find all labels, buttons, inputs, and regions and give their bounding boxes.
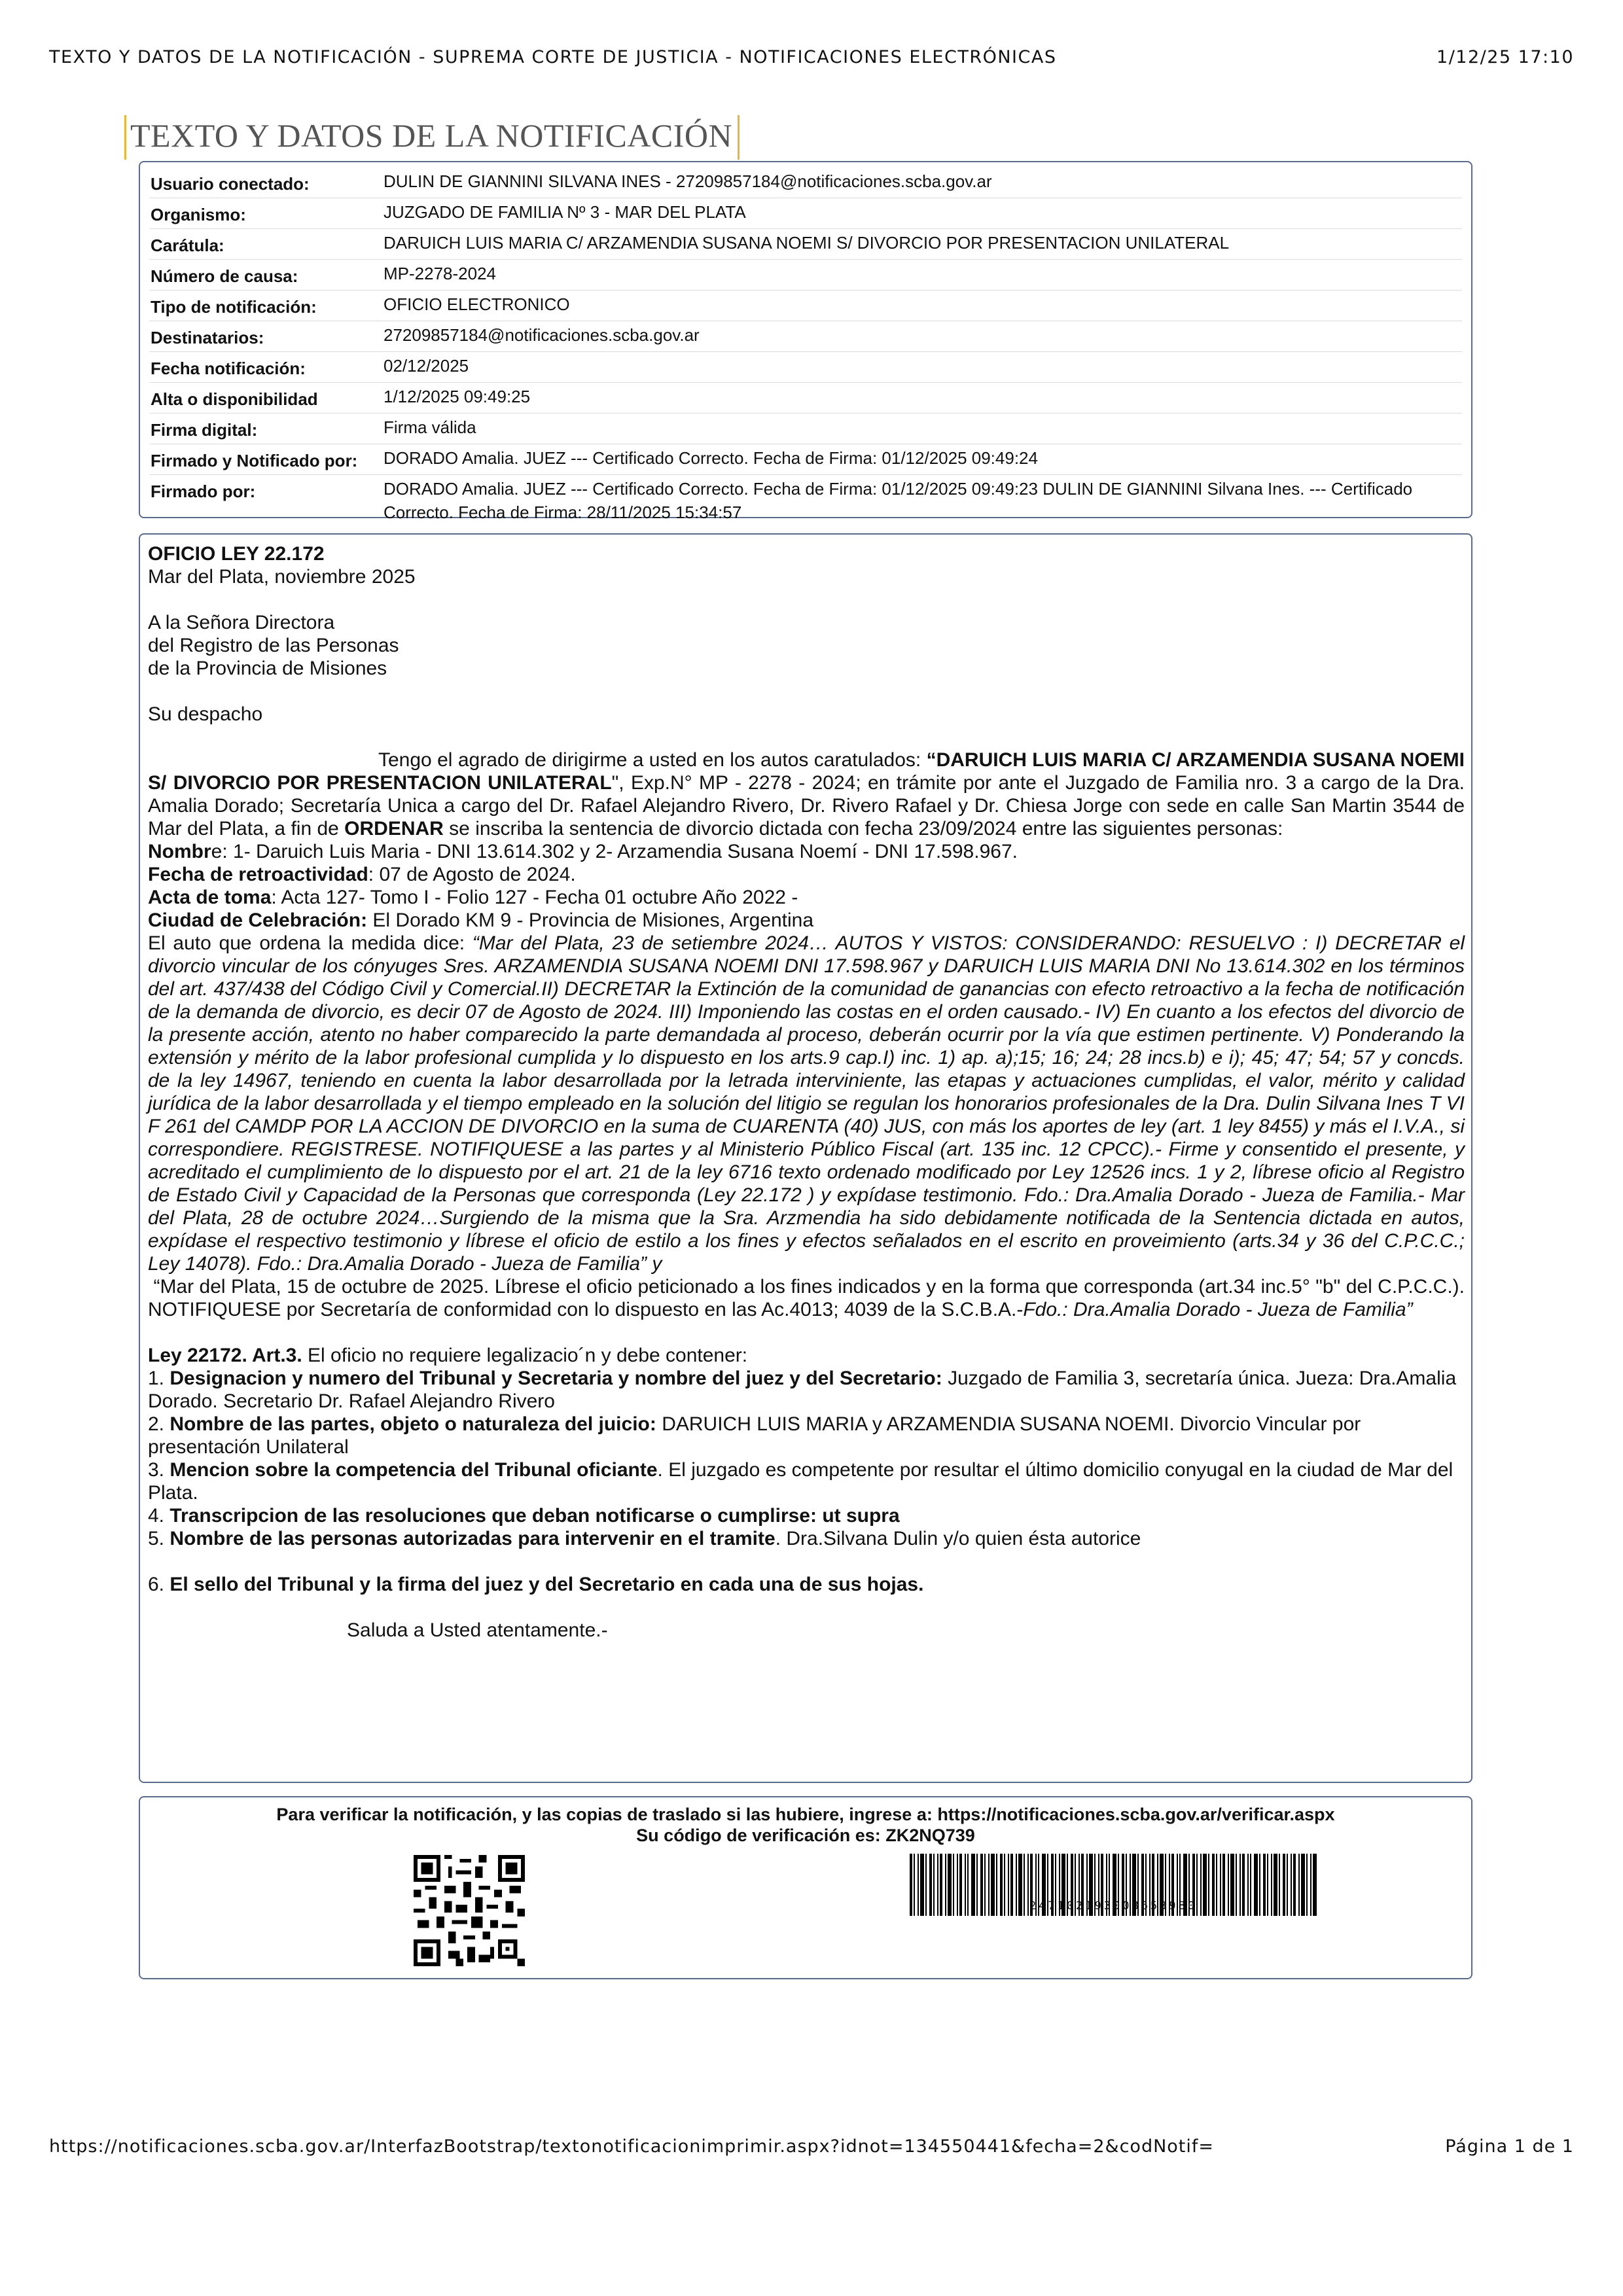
item-heading: Transcripcion de las resoluciones que deban notificarse o cumplirse: ut supra [169, 1505, 900, 1527]
acta-value: : Acta 127- Tomo I - Folio 127 - Fecha 01 octubre Año 2022 - [271, 887, 798, 908]
meta-label: Firma digital: [151, 420, 258, 440]
intro-paragraph [148, 749, 1465, 840]
item-text: Juzgado de Familia 3, secretaría única. Jueza: Dra.Amalia Dorado. Secretario Dr. Rafael Alejandro Rivero [148, 1368, 1457, 1412]
list-item [148, 1413, 1465, 1458]
meta-row [149, 321, 1462, 352]
despacho-line: Su despacho [148, 703, 263, 725]
nombre-line [148, 840, 1465, 863]
meta-row [149, 198, 1462, 229]
addressee-line: A la Señora Directora [148, 612, 335, 633]
intro-text: Tengo el agrado de dirigirme a usted en los autos caratulados: [378, 749, 927, 771]
meta-label: Firmado y Notificado por: [151, 451, 358, 470]
item-text: DARUICH LUIS MARIA y ARZAMENDIA SUSANA NOEMI. Divorcio Vincular por presentación Unilateral [148, 1413, 1361, 1458]
item-number: 4. [148, 1505, 170, 1527]
meta-label: Organismo: [151, 205, 246, 224]
page-title: TEXTO Y DATOS DE LA NOTIFICACIÓN [124, 115, 740, 160]
addressee-line: del Registro de las Personas [148, 635, 399, 656]
auto-intro: El auto que ordena la medida dice: [148, 932, 473, 954]
nombre-value: e: 1- Daruich Luis Maria - DNI 13.614.302 y 2- Arzamendia Susana Noemí - DNI 17.598.967. [211, 841, 1018, 862]
ley-label: Ley 22172. Art.3. [148, 1345, 302, 1366]
meta-label: Carátula: [151, 236, 224, 255]
verify-code: Su código de verificación es: ZK2NQ739 [636, 1826, 975, 1845]
meta-row [149, 444, 1462, 475]
qr-code-icon [414, 1855, 525, 1966]
meta-row [149, 229, 1462, 260]
item-heading: Designacion y numero del Tribunal y Secretaria y nombre del juez y del Secretario: [169, 1368, 942, 1389]
meta-value: DARUICH LUIS MARIA C/ ARZAMENDIA SUSANA NOEMI S/ DIVORCIO POR PRESENTACION UNILATERAL [383, 233, 1230, 253]
retro-line [148, 863, 1465, 886]
auto-paragraph [148, 932, 1465, 1275]
intro-text: se inscriba la sentencia de divorcio dictada con fecha 23/09/2024 entre las siguientes personas: [443, 818, 1283, 839]
verification-box [139, 1796, 1472, 1979]
meta-label: Número de causa: [151, 266, 298, 286]
meta-label: Fecha notificación: [151, 359, 306, 378]
list-item [148, 1504, 1465, 1527]
ciudad-line [148, 909, 1465, 932]
item-number: 3. [148, 1459, 170, 1481]
acta-label: Acta de toma [148, 887, 272, 908]
meta-row [149, 383, 1462, 414]
item-number: 5. [148, 1528, 170, 1549]
item-heading: Mencion sobre la competencia del Tribunal oficiante [169, 1459, 658, 1481]
meta-row [149, 414, 1462, 444]
meta-label: Firmado por: [151, 482, 256, 501]
auto-quote-2: “Mar del Plata, 15 de octubre de 2025. Líbrese el oficio peticionado a los fines indicados y en la forma que corresponda (art.34 inc.5° "b" del C.P.C.C.). NOTIFIQUESE por Secretaría de conformidad con lo dispuesto en las Ac.4013; 4039 de la S.C.B.A.- [148, 1276, 1465, 1320]
acta-line [148, 886, 1465, 909]
intro-text: ", Exp.N° MP - 2278 - 2024; en trámite por ante el Juzgado de Familia nro. 3 a cargo de la Dra. Amalia Dorado; Secretaría Unica a cargo del Dr. Rafael Alejandro Rivero, Dr. Rivero Rafael y Dr. Chiesa Jorge con sede en calle San Martin 3544 de Mar del Plata, a fin de [148, 772, 1465, 839]
nombre-label: Nombr [148, 841, 211, 862]
page-number: Página 1 de 1 [1445, 2136, 1574, 2157]
ley-text: El oficio no requiere legalizacio´n y debe contener: [302, 1345, 748, 1366]
auto-paragraph-2 [148, 1275, 1465, 1321]
print-header-title: TEXTO Y DATOS DE LA NOTIFICACIÓN - SUPREMA CORTE DE JUSTICIA - NOTIFICACIONES ELECTRÓNICAS [49, 47, 1057, 67]
item-text: . El juzgado es competente por resultar el último domicilio conyugal en la ciudad de Mar del Plata. [148, 1459, 1454, 1504]
ley-line [148, 1344, 1465, 1367]
meta-value: 02/12/2025 [383, 356, 469, 376]
meta-label: Usuario conectado: [151, 174, 310, 194]
item-number: 6. [148, 1574, 170, 1595]
barcode-number: 247102193008653980 [1029, 1899, 1198, 1913]
meta-value: JUZGADO DE FAMILIA Nº 3 - MAR DEL PLATA [383, 202, 746, 222]
meta-value: Firma válida [383, 417, 476, 437]
print-footer [49, 2136, 1574, 2157]
meta-label: Tipo de notificación: [151, 297, 317, 317]
notification-body-box [139, 533, 1472, 1783]
ordenar-word: ORDENAR [344, 818, 444, 839]
meta-label: Destinatarios: [151, 328, 264, 347]
meta-value: OFICIO ELECTRONICO [383, 294, 570, 314]
list-item [148, 1573, 1465, 1596]
meta-row [149, 260, 1462, 291]
list-item [148, 1527, 1465, 1550]
item-text: . Dra.Silvana Dulin y/o quien ésta autorice [775, 1528, 1141, 1549]
item-heading: Nombre de las personas autorizadas para intervenir en el tramite [169, 1528, 776, 1549]
meta-value: DORADO Amalia. JUEZ --- Certificado Correcto. Fecha de Firma: 01/12/2025 09:49:23 DULIN DE GIANNINI Silvana Ines. --- Certificado Correcto. Fecha de Firma: 28/11/2025 15:34:57 [383, 479, 1413, 522]
auto-signature: Fdo.: Dra.Amalia Dorado - Jueza de Familia” [1023, 1299, 1413, 1320]
item-heading: El sello del Tribunal y la firma del juez y del Secretario en cada una de sus hojas. [169, 1574, 924, 1595]
footer-url: https://notificaciones.scba.gov.ar/InterfazBootstrap/textonotificacionimprimir.aspx?idnot=134550441&fecha=2&codNotif= [49, 2136, 1215, 2157]
meta-row [149, 352, 1462, 383]
list-item [148, 1367, 1465, 1413]
meta-value: DULIN DE GIANNINI SILVANA INES - 27209857184@notificaciones.scba.gov.ar [383, 171, 992, 191]
oficio-heading: OFICIO LEY 22.172 [148, 543, 325, 565]
addressee-line: de la Provincia de Misiones [148, 658, 387, 679]
meta-row [149, 475, 1462, 526]
verify-instructions: Para verificar la notificación, y las copias de traslado si las hubiere, ingrese a: https://notificaciones.scba.gov.ar/verificar.aspx [276, 1805, 1335, 1824]
list-item [148, 1458, 1465, 1504]
print-header-datetime: 1/12/25 17:10 [1436, 47, 1574, 67]
meta-value: 27209857184@notificaciones.scba.gov.ar [383, 325, 700, 345]
date-line: Mar del Plata, noviembre 2025 [148, 566, 416, 588]
meta-row [149, 291, 1462, 321]
meta-value: MP-2278-2024 [383, 264, 496, 283]
closing-line: Saluda a Usted atentamente.- [347, 1619, 608, 1641]
ciudad-label: Ciudad de Celebración: [148, 910, 368, 931]
item-heading: Nombre de las partes, objeto o naturaleza del juicio: [169, 1413, 656, 1435]
meta-value: 1/12/2025 09:49:25 [383, 387, 531, 406]
case-title: “DARUICH LUIS MARIA C/ ARZAMENDIA SUSANA NOEMI S/ DIVORCIO POR PRESENTACION UNILATERAL [148, 749, 1465, 794]
item-number: 2. [148, 1413, 170, 1435]
retro-value: : 07 de Agosto de 2024. [368, 864, 576, 885]
auto-quote: “Mar del Plata, 23 de setiembre 2024… AUTOS Y VISTOS: CONSIDERANDO: RESUELVO : I) DECRETAR el divorcio vincular de los cónyuges Sres. ARZAMENDIA SUSANA NOEMI DNI 17.598.967 y DARUICH LUIS MARIA DNI No 13.614.302 en los términos del art. 437/438 del Código Civil y Comercial.II) DECRETAR la Extinción de la comunidad de ganancias con efecto retroactivo a la fecha de notificación de la demanda de divorcio, es decir 07 de Agosto de 2024. III) Imponiendo las costas en el orden causado.- IV) En cuanto a los efectos del divorcio de la presente acción, atento no haber comparecido la parte demandada al proceso, deberán ocurrir por la vía que estimen pertinente. V) Ponderando la extensión y mérito de la labor profesional cumplida y lo dispuesto en los arts.9 cap.I) inc. 1) ap. a);15; 16; 24; 28 incs.b) e i); 45; 47; 54; 57 y concds. de la ley 14967, teniendo en cuenta la labor desarrollada por la letrada interviniente, las etapas y actuaciones cumplidas, el valor, mérito y calidad jurídica de la labor desarrollada y el tiempo empleado en la solución del litigio se regulan los honorarios profesionales de la Dra. Dulin Silvana Ines T VI F 261 del CAMDP POR LA ACCION DE DIVORCIO en la suma de CUARENTA (40) JUS, con más los aportes de ley (art. 1 ley 8455) y más el I.V.A., si correspondiere. REGISTRESE. NOTIFIQUESE a las partes y al Ministerio Público Fiscal (art. 135 inc. 12 CPCC).- Firme y consentido el presente, y acreditado el cumplimiento de lo dispuesto por el art. 21 de la ley 6716 texto ordenado modificado por Ley 12526 incs. 1 y 2, líbrese oficio al Registro de Estado Civil y Capacidad de la Personas que corresponda (Ley 22.172 ) y expídase testimonio. Fdo.: Dra.Amalia Dorado - Jueza de Familia.- Mar del Plata, 28 de octubre 2024…Surgiendo de la misma que la Sra. Arzmendia ha sido debidamente notificada de la Sentencia dictada en autos, expídase el respectivo testimonio y líbrese el oficio de estilo a los fines y efectos señalados en el escrito en proveimiento (arts.34 y 36 del C.P.C.C.; Ley 14078). Fdo.: Dra.Amalia Dorado - Jueza de Familia” y [148, 932, 1465, 1275]
print-header [49, 47, 1574, 67]
retro-label: Fecha de retroactividad [148, 864, 368, 885]
notification-metadata-box [139, 161, 1472, 522]
ciudad-value: El Dorado KM 9 - Provincia de Misiones, Argentina [367, 910, 814, 931]
item-number: 1. [148, 1368, 170, 1389]
meta-row [149, 168, 1462, 198]
meta-label: Alta o disponibilidad [151, 389, 318, 409]
meta-value: DORADO Amalia. JUEZ --- Certificado Correcto. Fecha de Firma: 01/12/2025 09:49:24 [383, 448, 1038, 468]
